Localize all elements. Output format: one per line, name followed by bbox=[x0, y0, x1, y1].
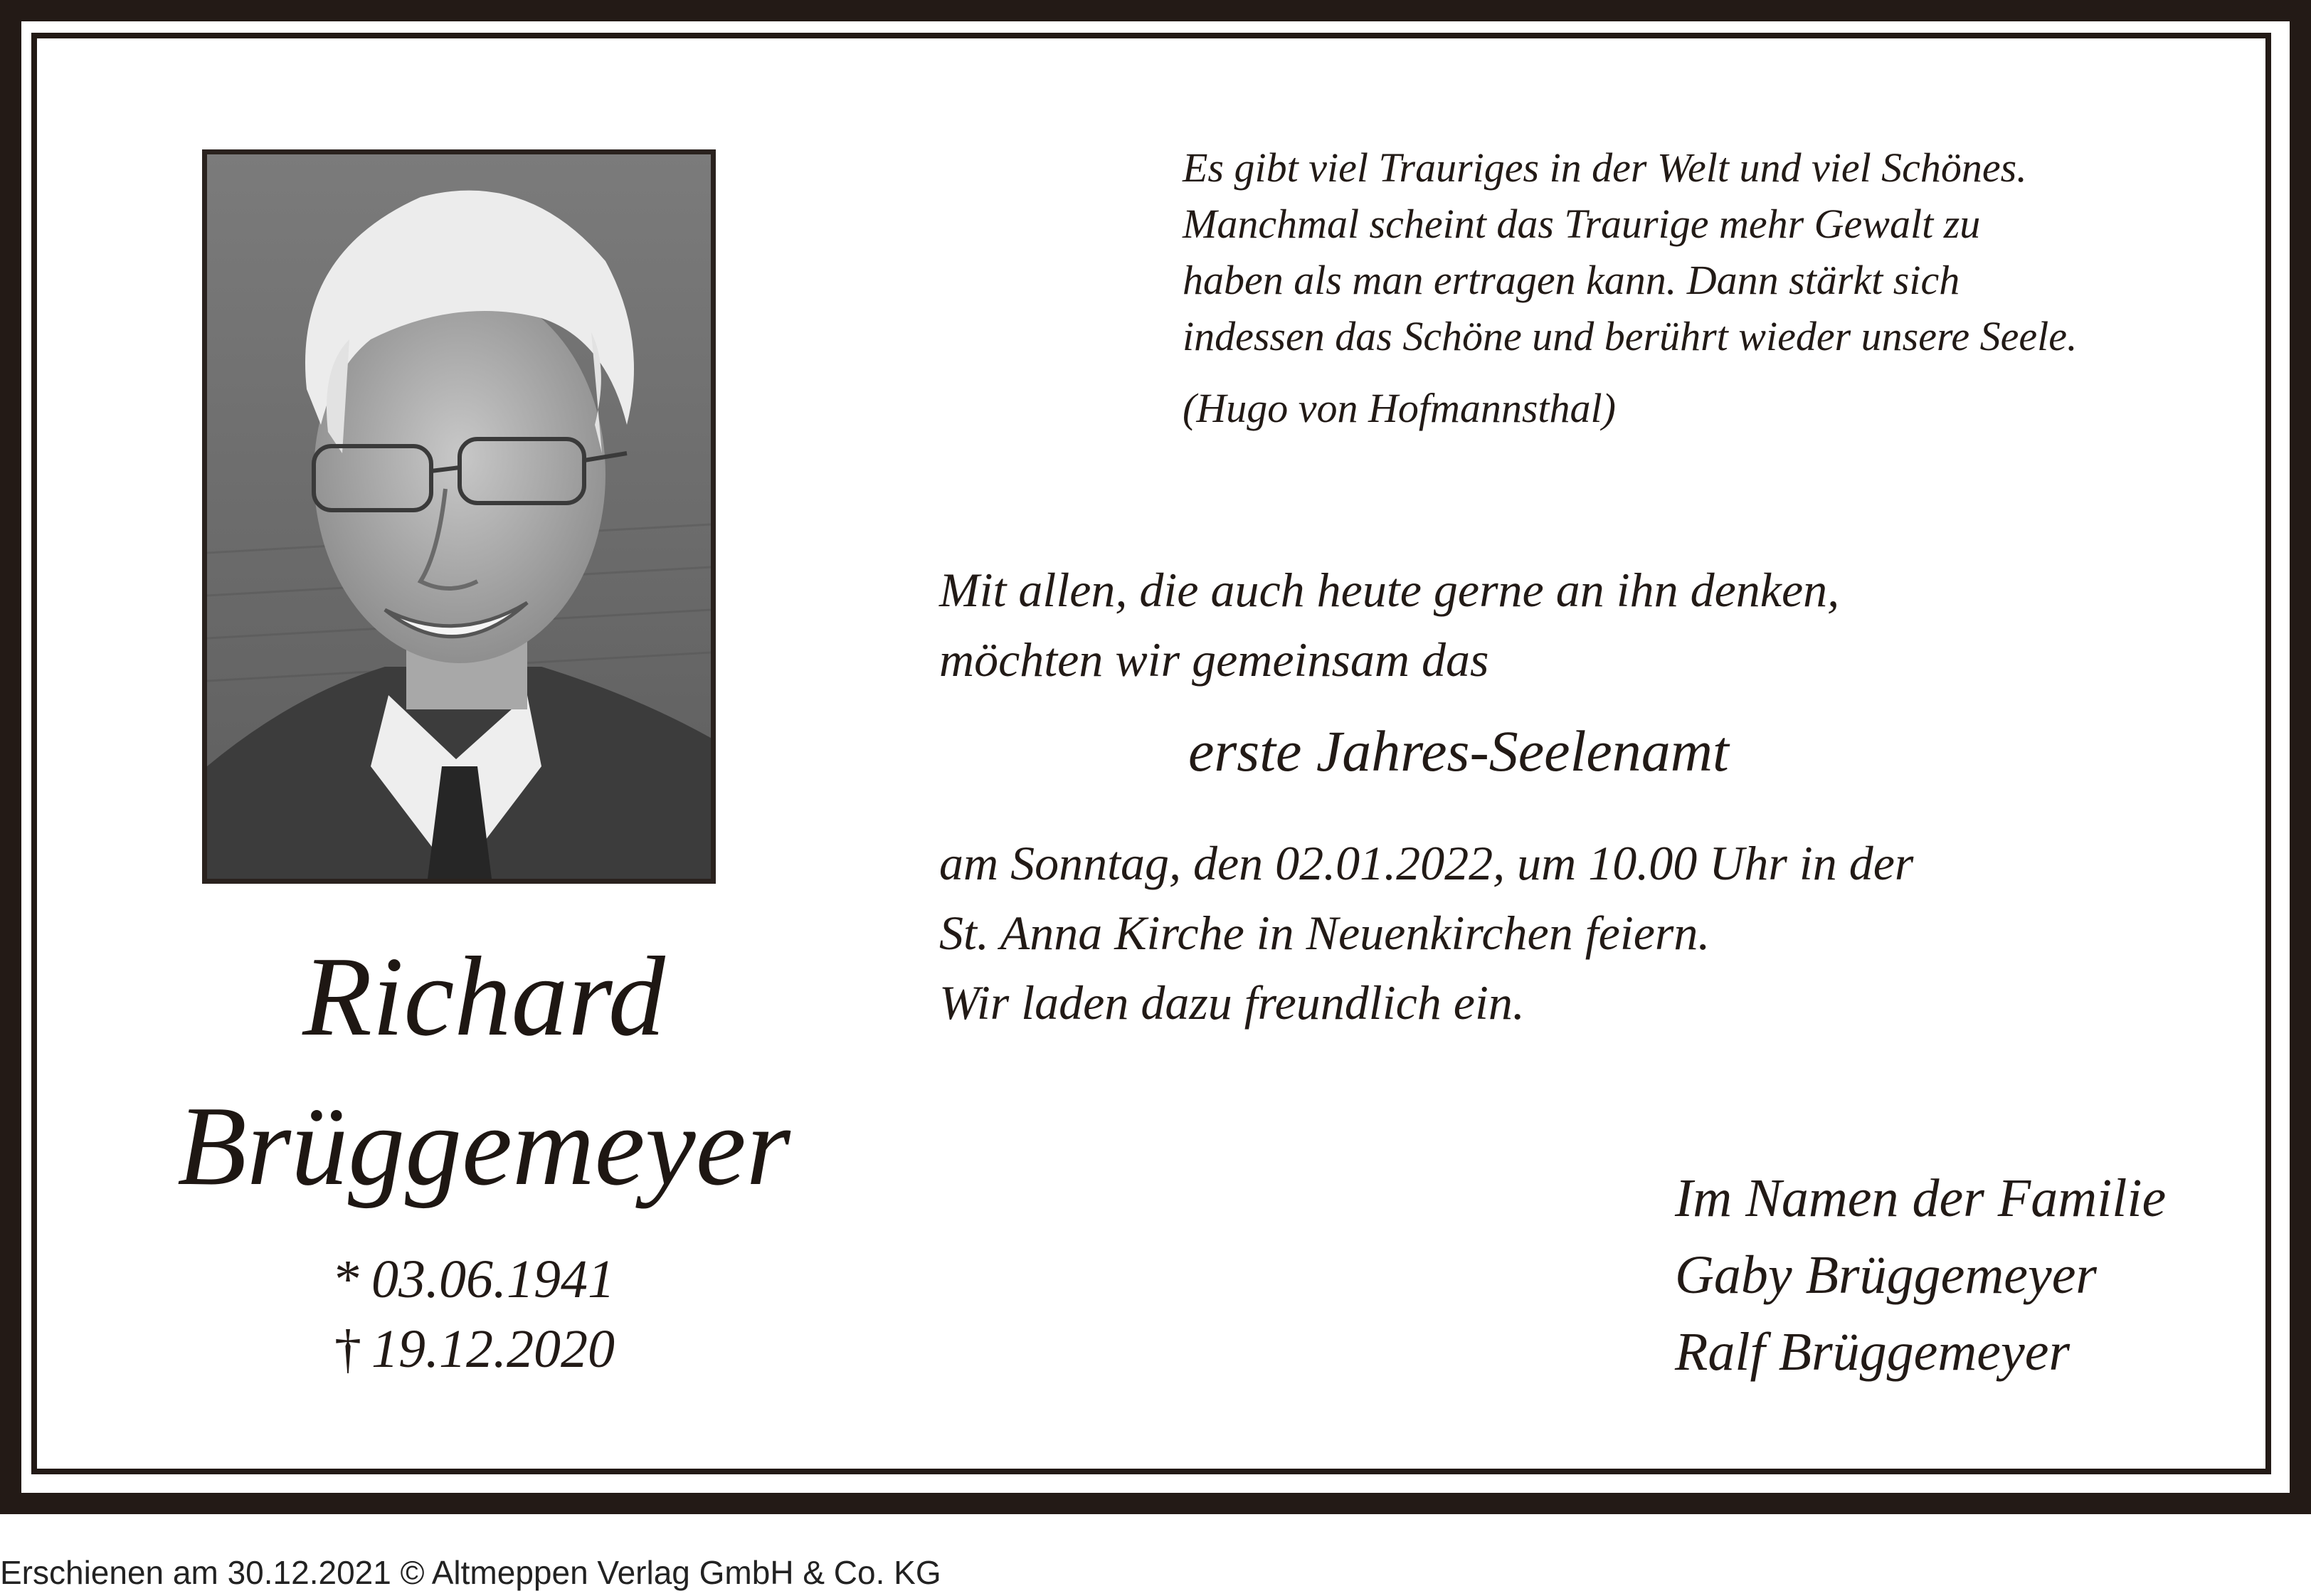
quote-line: indessen das Schöne und berührt wieder unsere Seele. bbox=[1183, 313, 2078, 359]
event-details bbox=[939, 828, 1913, 1037]
detail-line: am Sonntag, den 02.01.2022, um 10.00 Uhr in der bbox=[939, 836, 1914, 890]
intro-line: möchten wir gemeinsam das bbox=[939, 633, 1489, 687]
family-signature bbox=[1675, 1160, 2166, 1390]
publication-footer: Erschienen am 30.12.2021 © Altmeppen Verlag GmbH & Co. KG bbox=[0, 1554, 941, 1591]
detail-line: Wir laden dazu freundlich ein. bbox=[939, 976, 1525, 1030]
birth-date bbox=[334, 1249, 615, 1309]
portrait-image bbox=[207, 154, 711, 879]
death-date-value: 19.12.2020 bbox=[371, 1319, 615, 1379]
birth-symbol: * bbox=[334, 1249, 361, 1309]
portrait-photo bbox=[202, 149, 716, 884]
intro-line: Mit allen, die auch heute gerne an ihn denken, bbox=[939, 563, 1840, 617]
quote-author: (Hugo von Hofmannsthal) bbox=[1183, 385, 1616, 431]
deceased-first-name: Richard bbox=[302, 933, 665, 1059]
quote-block bbox=[1183, 139, 2077, 364]
signature-line: Ralf Brüggemeyer bbox=[1675, 1322, 2071, 1382]
quote-line: Manchmal scheint das Traurige mehr Gewalt zu bbox=[1183, 201, 1981, 247]
quote-line: haben als man ertragen kann. Dann stärkt sich bbox=[1183, 257, 1960, 303]
quote-line: Es gibt viel Trauriges in der Welt und viel Schönes. bbox=[1183, 144, 2027, 191]
death-date bbox=[334, 1319, 615, 1379]
announcement-intro bbox=[939, 555, 1839, 694]
signature-line: Gaby Brüggemeyer bbox=[1675, 1245, 2098, 1305]
deceased-last-name: Brüggemeyer bbox=[177, 1082, 790, 1209]
event-title: erste Jahres-Seelenamt bbox=[1188, 719, 1729, 783]
cross-icon: † bbox=[334, 1319, 361, 1379]
signature-line: Im Namen der Familie bbox=[1675, 1168, 2167, 1228]
birth-date-value: 03.06.1941 bbox=[371, 1249, 615, 1309]
detail-line: St. Anna Kirche in Neuenkirchen feiern. bbox=[939, 906, 1710, 960]
